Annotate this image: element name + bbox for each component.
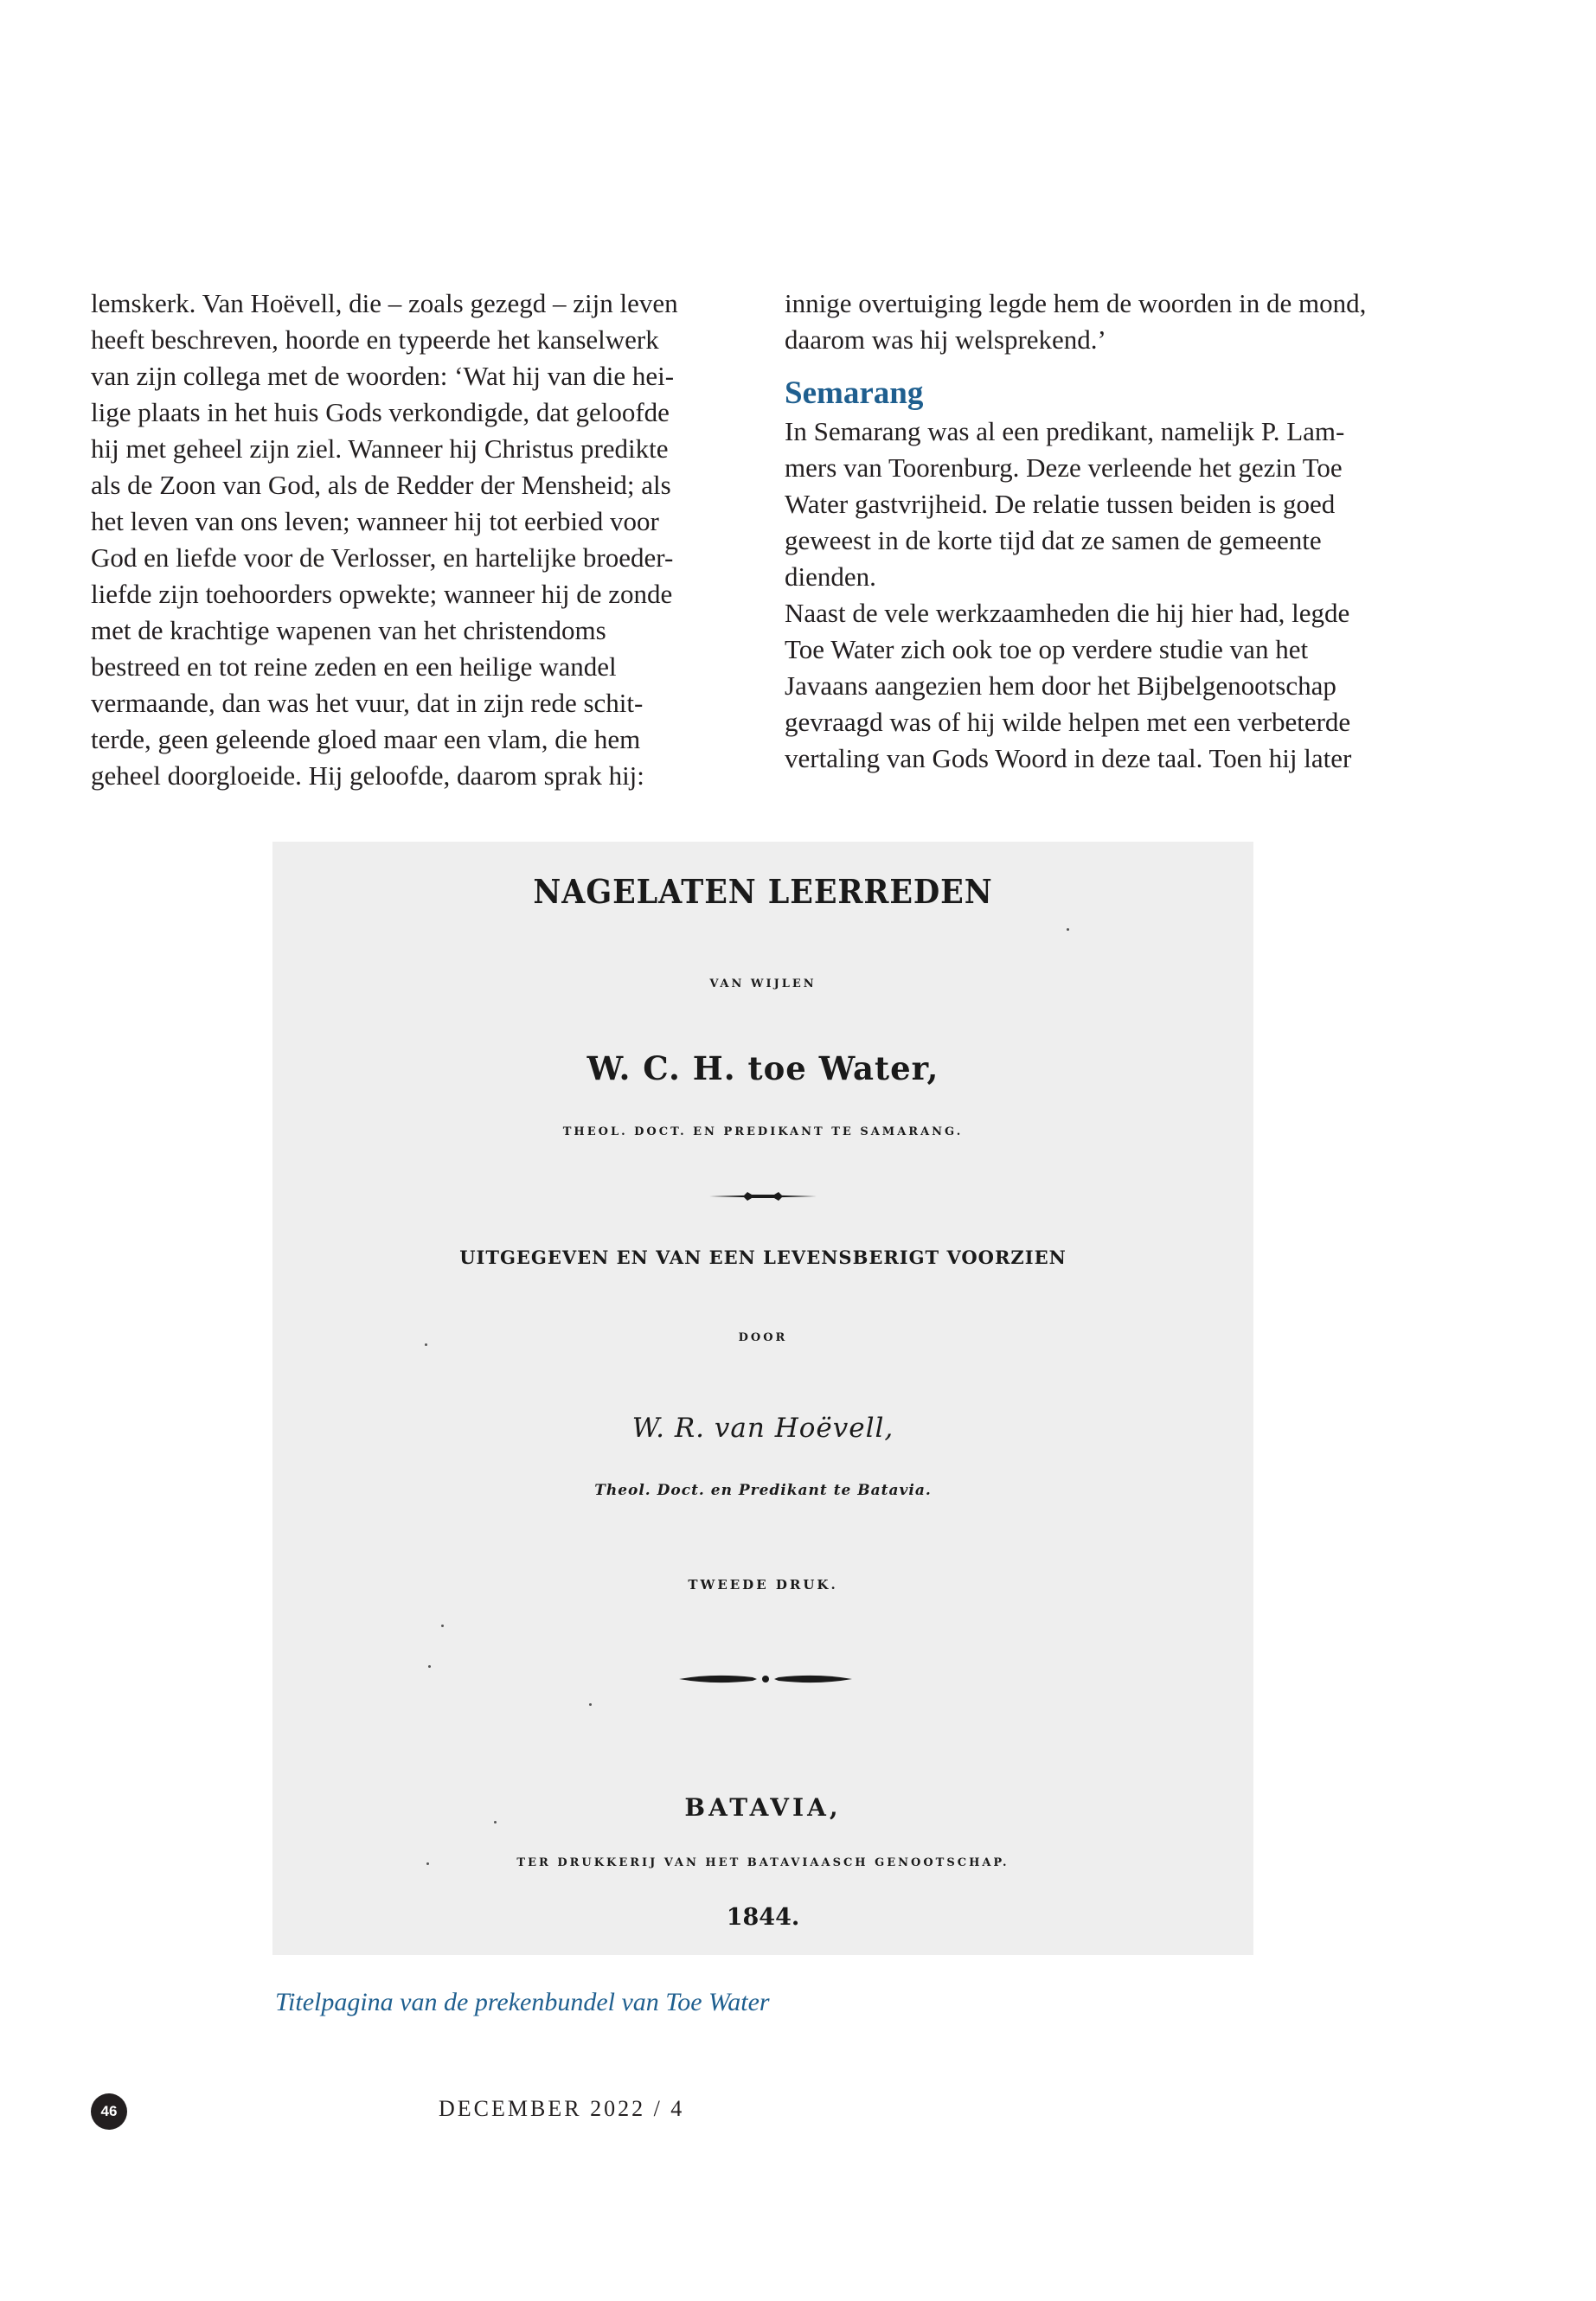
text-line: van zijn collega met de woorden: ‘Wat hij van die hei- — [91, 361, 675, 391]
print-speck — [428, 1665, 431, 1668]
text-line: lemskerk. Van Hoëvell, die – zoals gezegd – zijn leven — [91, 288, 678, 318]
issue-label: DECEMBER 2022 / 4 — [439, 2096, 685, 2121]
text-line: Naast de vele werkzaamheden die hij hier had, legde — [785, 598, 1350, 628]
section-heading: Semarang — [785, 375, 924, 411]
text-line: gevraagd was of hij wilde helpen met een verbeterde — [785, 707, 1351, 737]
ornament-divider-icon — [272, 1670, 1253, 1688]
title-page-door: DOOR — [738, 1331, 788, 1344]
print-speck — [426, 1862, 429, 1865]
text-line: In Semarang was al een predikant, namelijk P. Lam- — [785, 416, 1345, 446]
text-line: geheel doorgloeide. Hij geloofde, daarom sprak hij: — [91, 760, 644, 791]
page-number-badge: 46 — [91, 2093, 127, 2130]
text-line: terde, geen geleende gloed maar een vlam, die hem — [91, 724, 641, 754]
title-page-printer: TER DRUKKERIJ VAN HET BATAVIAASCH GENOOTSCHAP. — [516, 1856, 1010, 1869]
text-line: geweest in de korte tijd dat ze samen de gemeente — [785, 525, 1322, 555]
print-speck — [441, 1625, 444, 1627]
text-line: Water gastvrijheid. De relatie tussen beiden is goed — [785, 489, 1336, 519]
text-line: lige plaats in het huis Gods verkondigde, dat geloofde — [91, 397, 670, 427]
text-line: met de krachtige wapenen van het christendoms — [91, 615, 606, 645]
text-line: vermaande, dan was het vuur, dat in zijn rede schit- — [91, 688, 644, 718]
title-page-edition: TWEEDE DRUK. — [688, 1577, 838, 1593]
title-page-editor-role: Theol. Doct. en Predikant te Batavia. — [594, 1482, 932, 1499]
print-speck — [1067, 928, 1069, 931]
article-left-column — [91, 285, 757, 794]
text-line: Toe Water zich ook toe op verdere studie van het — [785, 634, 1309, 664]
text-line: dienden. — [785, 561, 876, 592]
text-line: het leven van ons leven; wanneer hij tot eerbied voor — [91, 506, 659, 536]
title-page-author-role: THEOL. DOCT. EN PREDIKANT TE SAMARANG. — [562, 1125, 964, 1138]
text-line: innige overtuiging legde hem de woorden in de mond, — [785, 288, 1367, 318]
text-line: als de Zoon van God, als de Redder der Mensheid; als — [91, 470, 671, 500]
text-line: bestreed en tot reine zeden en een heilige wandel — [91, 651, 617, 682]
title-page-editor: W. R. van Hoëvell, — [631, 1413, 894, 1444]
text-line: mers van Toorenburg. Deze verleende het gezin Toe — [785, 452, 1343, 483]
title-page-figure — [272, 842, 1253, 1955]
ornament-rule-icon — [272, 1188, 1253, 1205]
title-page-van-wijlen: VAN WIJLEN — [709, 977, 817, 990]
article-right-column — [785, 285, 1451, 777]
text-line: vertaling van Gods Woord in deze taal. Toen hij later — [785, 743, 1352, 773]
print-speck — [425, 1343, 427, 1346]
text-line: God en liefde voor de Verlosser, en hartelijke broeder- — [91, 542, 674, 573]
text-line: heeft beschreven, hoorde en typeerde het kanselwerk — [91, 324, 659, 355]
title-page-edited: UITGEGEVEN EN VAN EEN LEVENSBERIGT VOORZIEN — [459, 1247, 1067, 1268]
title-page-author: W. C. H. toe Water, — [586, 1049, 939, 1087]
text-line: liefde zijn toehoorders opwekte; wanneer hij de zonde — [91, 579, 673, 609]
text-line: Javaans aangezien hem door het Bijbelgenootschap — [785, 670, 1336, 701]
text-line: hij met geheel zijn ziel. Wanneer hij Christus predikte — [91, 433, 669, 464]
text-line: daarom was hij welsprekend.’ — [785, 324, 1106, 355]
title-page-year: 1844. — [726, 1904, 800, 1931]
print-speck — [494, 1821, 497, 1823]
title-page-city: BATAVIA, — [684, 1793, 842, 1822]
title-page-title: NAGELATEN LEERREDEN — [533, 872, 993, 911]
figure-caption: Titelpagina van de prekenbundel van Toe Water — [275, 1988, 770, 2016]
print-speck — [589, 1703, 592, 1706]
